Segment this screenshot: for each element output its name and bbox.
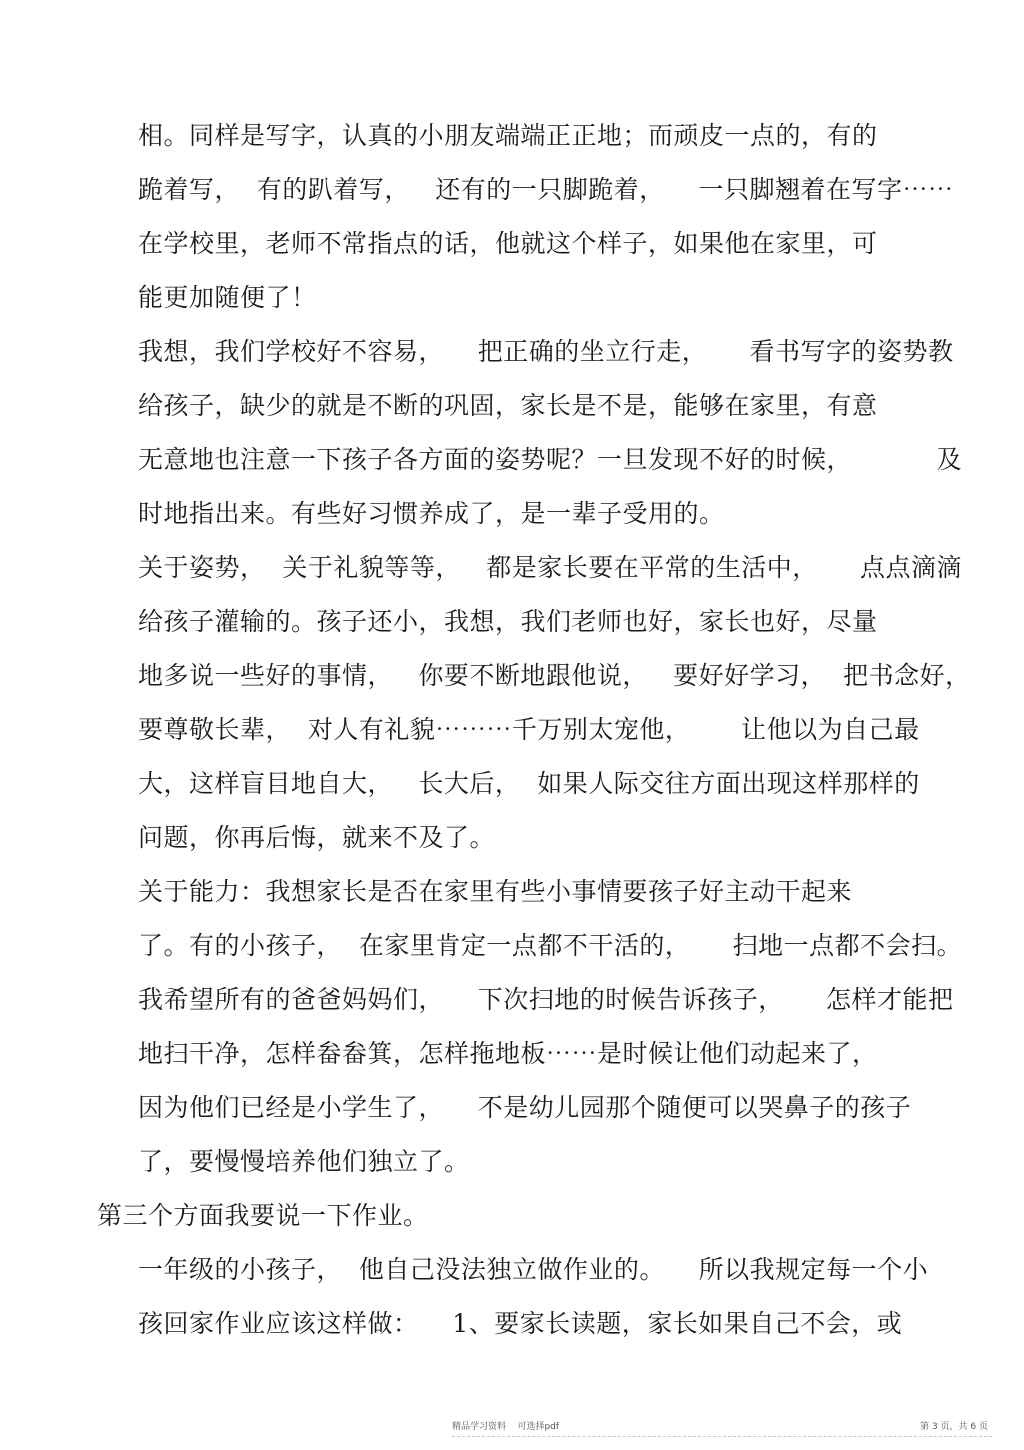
footer-page-number: 第 3 页，共 6 页 [920, 1422, 988, 1432]
text-line: 我想，我们学校好不容易， 把正确的坐立行走， 看书写字的姿势教 [138, 337, 954, 366]
text-line: 关于姿势， 关于礼貌等等， 都是家长要在平常的生活中， 点点滴滴 [138, 553, 962, 582]
text-line: 跪着写， 有的趴着写， 还有的一只脚跪着， 一只脚翘着在写字⋯⋯ [138, 175, 954, 204]
text-line: 在学校里，老师不常指点的话，他就这个样子，如果他在家里，可 [138, 229, 878, 258]
text-line: 能更加随便了！ [138, 283, 317, 312]
footer-source-note: 精品学习资料 可选择pdf [452, 1422, 560, 1432]
text-line: 要尊敬长辈， 对人有礼貌⋯⋯⋯千万别太宠他， 让他以为自己最 [138, 715, 920, 744]
footer-divider [452, 1436, 992, 1437]
text-line: 关于能力：我想家长是否在家里有些小事情要孩子好主动干起来 [138, 877, 853, 906]
text-line: 时地指出来。有些好习惯养成了，是一辈子受用的。 [138, 499, 725, 528]
text-line: 一年级的小孩子， 他自己没法独立做作业的。 所以我规定每一个小 [138, 1255, 929, 1284]
text-line: 问题，你再后悔，就来不及了。 [138, 823, 496, 852]
text-line: 地多说一些好的事情， 你要不断地跟他说， 要好好学习， 把书念好， [138, 661, 971, 690]
text-line: 大，这样盲目地自大， 长大后， 如果人际交往方面出现这样那样的 [138, 769, 920, 798]
text-line: 孩回家作业应该这样做： 1、要家长读题，家长如果自己不会，或 [138, 1309, 903, 1338]
text-line: 地扫干净，怎样畚畚箕，怎样拖地板⋯⋯是时候让他们动起来了， [138, 1039, 878, 1068]
text-line: 了，要慢慢培养他们独立了。 [138, 1147, 470, 1176]
text-line: 无意地也注意一下孩子各方面的姿势呢？一旦发现不好的时候， 及 [138, 445, 962, 474]
text-line: 相。同样是写字，认真的小朋友端端正正地；而顽皮一点的，有的 [138, 121, 878, 150]
text-line: 了。有的小孩子， 在家里肯定一点都不干活的， 扫地一点都不会扫。 [138, 931, 963, 960]
text-line: 给孩子，缺少的就是不断的巩固，家长是不是，能够在家里，有意 [138, 391, 878, 420]
section-heading: 第三个方面我要说一下作业。 [97, 1201, 429, 1230]
text-line: 我希望所有的爸爸妈妈们， 下次扫地的时候告诉孩子， 怎样才能把 [138, 985, 954, 1014]
text-line: 给孩子灌输的。孩子还小，我想，我们老师也好，家长也好，尽量 [138, 607, 878, 636]
text-line: 因为他们已经是小学生了， 不是幼儿园那个随便可以哭鼻子的孩子 [138, 1093, 912, 1122]
